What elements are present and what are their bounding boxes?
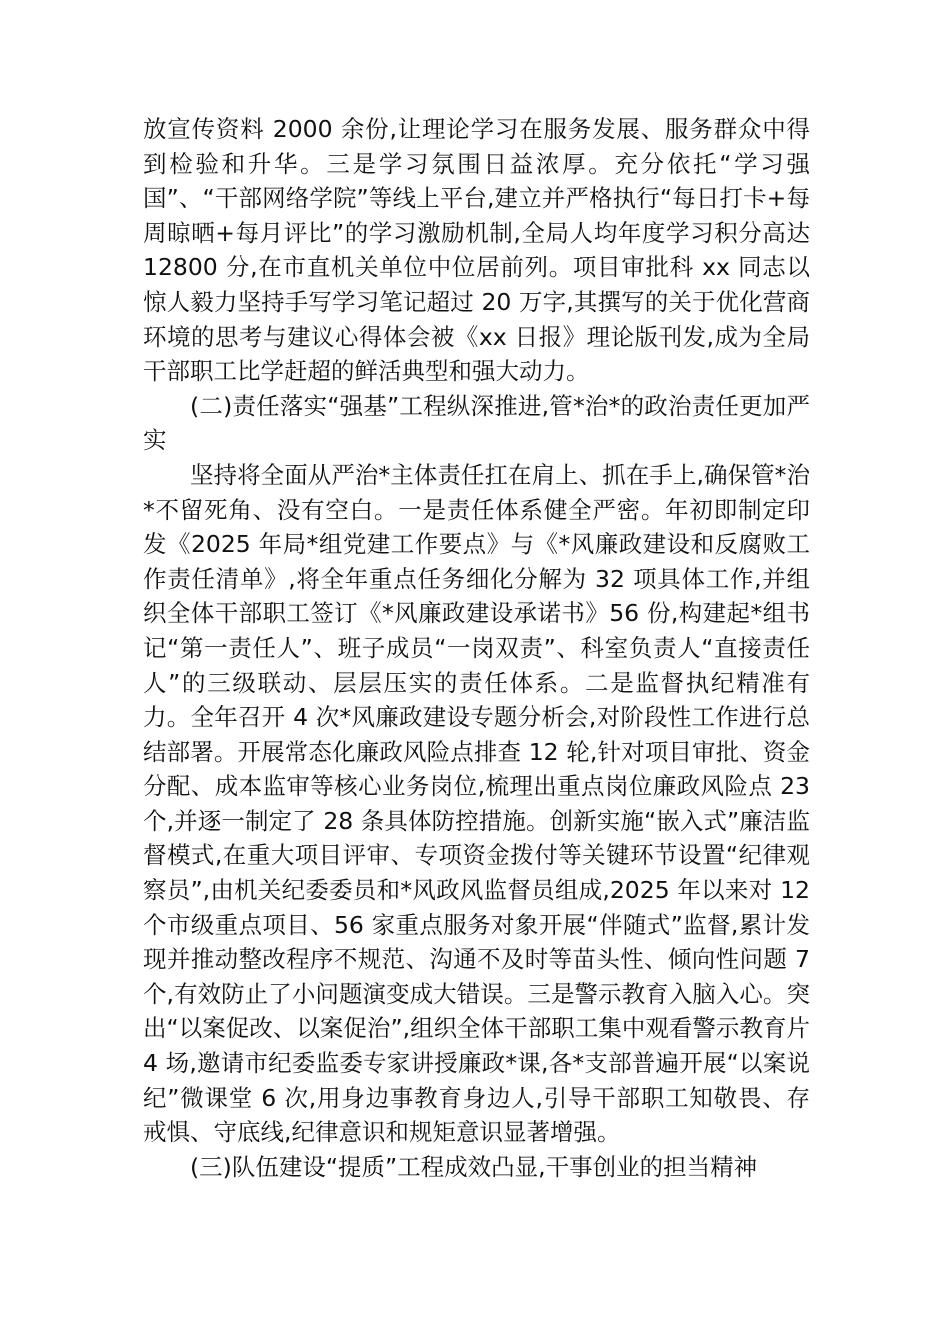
paragraph-responsibility: 坚持将全面从严治*主体责任扛在肩上、抓在手上,确保管*治*不留死角、没有空白。一是责任体系健全严密。年初即制定印发《2025 年局*组党建工作要点》与《*风廉政建设和反腐败工作责任清单》,将全年重点任务细化分解为 32 项具体工作,并组织全体干部职工签订《*风廉政建设承诺书》56 份,构建起*组书记“第一责任人”、班子成员“一岗双责”、科室负责人“直接责任人”的三级联动、层层压实的责任体系。二是监督执纪精准有力。全年召开 4 次*风廉政建设专题分析会,对阶段性工作进行总结部署。开展常态化廉政风险点排查 12 轮,针对项目审批、资金分配、成本监审等核心业务岗位,梳理出重点岗位廉政风险点 23 个,并逐一制定了 28 条具体防控措施。创新实施“嵌入式”廉洁监督模式,在重大项目评审、专项资金拨付等关键环节设置“纪律观察员”,由机关纪委委员和*风政风监督员组成,2025 年以来对 12 个市级重点项目、56 家重点服务对象开展“伴随式”监督,累计发现并推动整改程序不规范、沟通不及时等苗头性、倾向性问题 7 个,有效防止了小问题演变成大错误。三是警示教育入脑入心。突出“以案促改、以案促治”,组织全体干部职工集中观看警示教育片 4 场,邀请市纪委监委专家讲授廉政*课,各*支部普遍开展“以案说纪”微课堂 6 次,用身边事教育身边人,引导干部职工知敬畏、存戒惧、守底线,纪律意识和规矩意识显著增强。	[143, 460, 810, 1147]
paragraph-study-atmosphere: 放宣传资料 2000 余份,让理论学习在服务发展、服务群众中得到检验和升华。三是学习氛围日益浓厚。充分依托“学习强国”、“干部网络学院”等线上平台,建立并严格执行“每日打卡+每周晾晒+每月评比”的学习激励机制,全局人均年度学习积分高达 12800 分,在市直机关单位中位居前列。项目审批科 xx 同志以惊人毅力坚持手写学习笔记超过 20 万字,其撰写的关于优化营商环境的思考与建议心得体会被《xx 日报》理论版刊发,成为全局干部职工比学赶超的鲜活典型和强大动力。	[143, 115, 810, 386]
document-body	[143, 112, 810, 1184]
section-heading-team-building: (三)队伍建设“提质”工程成效凸显,干事创业的担当精神	[190, 1152, 758, 1181]
section-heading-responsibility: (二)责任落实“强基”工程纵深推进,管*治*的政治责任更加严实	[143, 391, 810, 455]
